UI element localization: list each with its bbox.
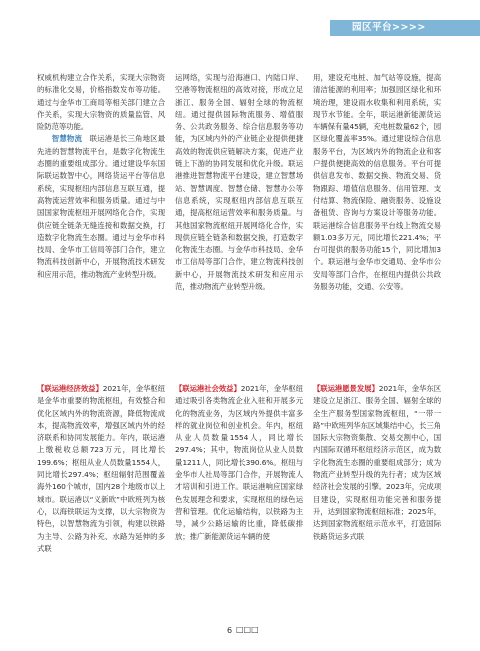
paragraph: 运网络，实现与沿海港口、内陆口岸、空港等物流枢纽的高效对接，形成立足浙江、服务全国、辐射全球的物流枢纽。通过提供国际物流服务、增值服务、公共政务服务、综合信息服务等功能，为区域内外的产业链企业提供便捷高效的物流供应链解决方案，促进产业链上下游的协同发展和优化升级。联运港推进智慧物流平台建设，建立智慧场站、智慧调度、智慧仓储、智慧办公等信息系统，实现枢纽内部信息互联互通，提高枢纽运营效率和服务质量。与其他国家物流枢纽开展网络化合作，实现供应链全链条和数据交换，打造数字化物流生态圈。与金华市科技局、金华市工信局等部门合作，建立物流科技创新中心，开展物流技术研发和应用示范，推动物流产业转型升级。 <box>175 73 303 292</box>
keyword-smart-logistics: 智慧物流 <box>51 134 83 144</box>
section-text: 2021年，金华枢纽通过吸引各类物流企业入驻和开展多元化的物流业务，为区域内外提供丰富多样的就业岗位和创业机会。年内，枢纽从业人员数量1554人，同比增长297.4%；其中，物流岗位从业人员数量1211人，同比增长390.6%。枢纽与金华市人社局等部门合作，开展物流人才培训和引进工作。联运港响应国家绿色发展理念和要求，实现枢纽的绿色运营和管理。优化运输结构，以铁路为主导，减少公路运输的比重，降低碳排放；推广新能源货运车辆的使 <box>175 384 303 541</box>
page-number: 6 <box>227 626 233 635</box>
section-social-benefit <box>175 383 303 543</box>
paragraph <box>37 133 165 281</box>
paragraph: 权威机构建立合作关系，实现大宗物资的标准化交易，价格指数发布等功能。通过与金华市工商局等相关部门建立合作关系，实现大宗物资的质量监管、风险防范等功能。 <box>37 73 165 132</box>
section-vision-development <box>313 383 441 543</box>
column-2-bottom <box>175 383 303 615</box>
column-2-top <box>175 72 303 370</box>
section-title: 【联运港愿景发展】 <box>313 384 379 393</box>
column-3-top <box>313 72 441 370</box>
section-title: 【联运港经济效益】 <box>37 384 103 393</box>
section-text: 2021年，金华东区建设立足浙江、服务全国、辐射全球的全生产服务型国家物流枢纽，“一带一路”中欧班列华东区域集结中心，长三角国际大宗物资集散、交易交割中心，国内国际双循环枢纽经济示范区，成为数字化物流生态圈的重要组成部分；成为物流产业转型升级的先行者；成为区域经济社会发展的引擎。2023年，完成项目建设，实现枢纽功能完善和服务提升，达到国家物流枢纽标准；2025年，达到国家物流枢纽示范水平，打造国际铁路货运多式联 <box>313 384 441 541</box>
paragraph: 用，建设充电桩、加气站等设施，提高清洁能源的利用率；加强园区绿化和环境治理，建设雨水收集和利用系统，实现节水节能。全年，联运港新能源货运车辆保有量45辆，充电桩数量62个，园区绿化覆盖率35%。通过建设综合信息服务平台，为区域内外的物流企业和客户提供便捷高效的信息服务。平台可提供信息发布、数据交换、物流交易、货物跟踪、增值信息服务、信用管理、支付结算、物流保险、融资服务、设施设备租赁、咨询与方案设计等服务功能。联运港综合信息服务平台线上物流交易额1.03多万元，同比增长221.4%；平台可提供的服务功能15个，同比增加3个。联运港与金华市交通局、金华市公安局等部门合作，在枢纽内提供公共政务服务功能，交通、公安等。 <box>313 73 441 292</box>
footer-logo: □□□ <box>236 625 259 634</box>
column-3-bottom <box>313 383 441 615</box>
section-title: 【联运港社会效益】 <box>175 384 241 393</box>
column-1-top <box>37 72 165 370</box>
column-1-bottom <box>37 383 165 615</box>
section-header: 园区平台>>>> <box>352 22 426 33</box>
paragraph-text: 联运港是长三角地区最先进的智慧物流平台，是数字化物流生态圈的重要组成部分。通过建设华东国际联运数智中心，网络货运平台等信息系统，实现枢纽内部信息互联互通，提高物流运营效率和服务质量。通过与中国国家物流枢纽开展网络化合作，实现供应链全链条无缝连接和数据交换，打造数字化物流生态圈。通过与金华市科技局、金华市工信局等部门合作，建立物流科技创新中心，开展物流技术研发和应用示范，推动物流产业转型升级。 <box>37 134 165 279</box>
section-text: 2021年，金华枢纽是金华市重要的物流枢纽，有效整合和优化区域内外的物流资源，降低物流成本，提高物流效率，增强区域内外的经济联系和协同发展能力。年内，联运港上缴税收总额723万元，同比增长199.6%；枢纽从业人员数量1554人，同比增长297.4%；枢纽辐射范围覆盖海外160个城市，国内28个地级市以上城市。联运港以“义新欧”中欧班列为核心，以海铁联运为支撑，以大宗物资为特色，以智慧物流为引领，构建以铁路为主导、公路为补充、水路为延伸的多式联 <box>37 384 165 553</box>
section-economic-benefit <box>37 383 165 555</box>
